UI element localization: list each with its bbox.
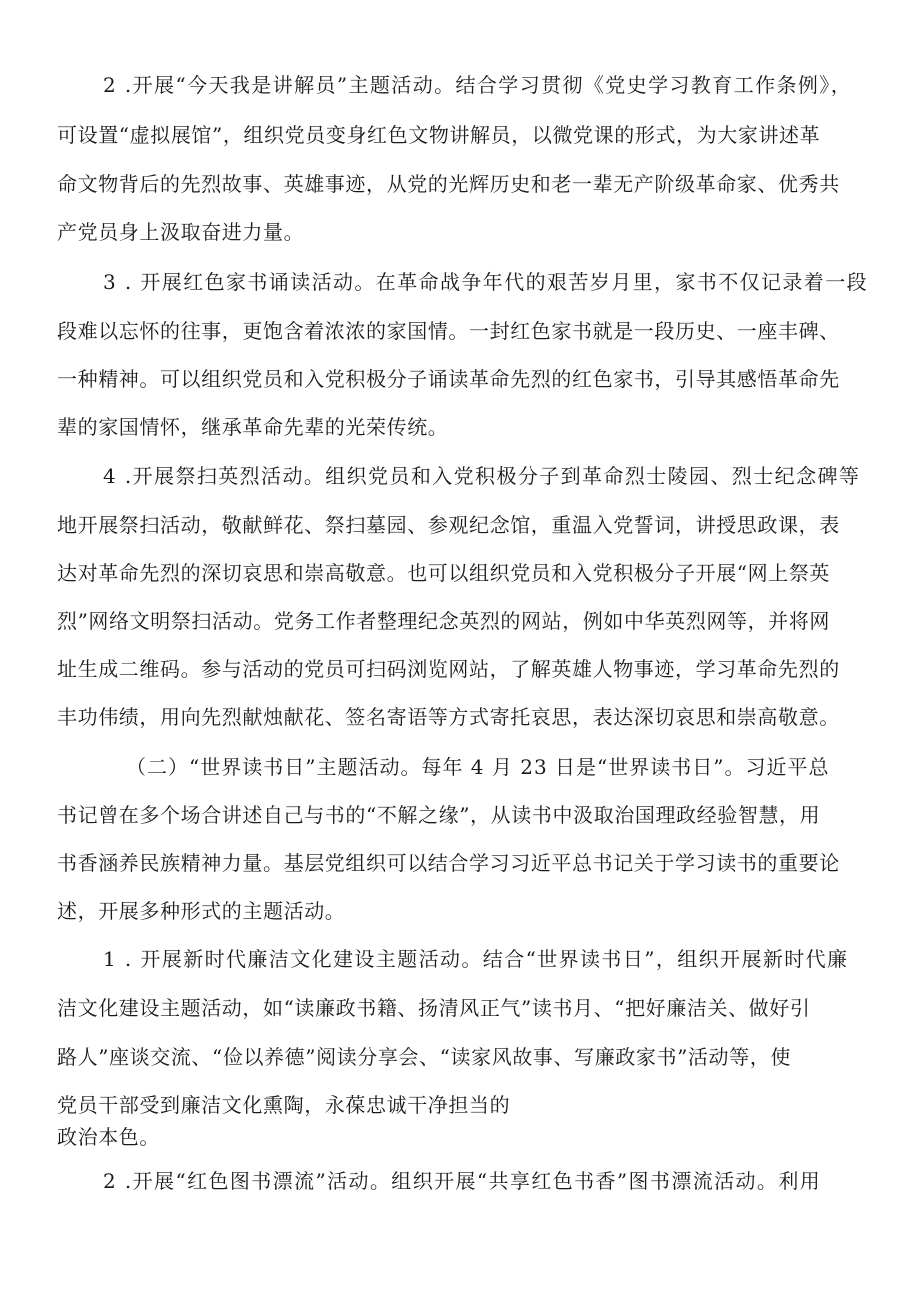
paragraph-4-line-4: 烈”网络文明祭扫活动。党务工作者整理纪念英烈的网站，例如中华英烈网等，并将网 — [57, 609, 831, 633]
paragraph-2-line-4: 产党员身上汲取奋进力量。 — [57, 220, 305, 244]
item-2-line-1: 2 .开展“红色图书漂流”活动。组织开展“共享红色书香”图书漂流活动。利用 — [103, 1169, 822, 1193]
paragraph-4-line-3: 达对革命先烈的深切哀思和崇高敬意。也可以组织党员和入党积极分子开展“网上祭英 — [57, 561, 831, 585]
paragraph-3-line-1: 3 . 开展红色家书诵读活动。在革命战争年代的艰苦岁月里，家书不仅记录着一段 — [103, 270, 868, 294]
item-1-line-3: 路人”座谈交流、“俭以养德”阅读分享会、“读家风故事、写廉政家书”活动等，使 — [57, 1045, 791, 1069]
paragraph-3-line-2: 段难以忘怀的往事，更饱含着浓浓的家国情。一封红色家书就是一段历史、一座丰碑、 — [57, 319, 840, 343]
item-1-line-1: 1 . 开展新时代廉洁文化建设主题活动。结合“世界读书日”，组织开展新时代廉 — [103, 947, 849, 971]
section-2-line-2: 书记曾在多个场合讲述自己与书的“不解之缘”，从读书中汲取治国理政经验智慧，用 — [57, 803, 821, 827]
paragraph-2-line-2: 可设置“虚拟展馆”，组织党员变身红色文物讲解员，以微党课的形式，为大家讲述革 — [57, 123, 821, 147]
paragraph-3-line-4: 辈的家国情怀，继承革命先辈的光荣传统。 — [57, 415, 449, 439]
paragraph-2-line-1: 2 .开展“今天我是讲解员”主题活动。结合学习贯彻《党史学习教育工作条例》， — [103, 73, 853, 97]
section-2-line-4: 述，开展多种形式的主题活动。 — [57, 899, 346, 923]
paragraph-2-line-3: 命文物背后的先烈故事、英雄事迹，从党的光辉历史和老一辈无产阶级革命家、优秀共 — [57, 172, 840, 196]
paragraph-4-line-2: 地开展祭扫活动，敬献鲜花、祭扫墓园、参观纪念馆，重温入党誓词，讲授思政课，表 — [57, 513, 840, 537]
paragraph-4-line-6: 丰功伟绩，用向先烈献烛献花、签名寄语等方式寄托哀思，表达深切哀思和崇高敬意。 — [57, 705, 840, 729]
paragraph-3-line-3: 一种精神。可以组织党员和入党积极分子诵读革命先烈的红色家书，引导其感悟革命先 — [57, 367, 840, 391]
paragraph-4-line-1: 4 .开展祭扫英烈活动。组织党员和入党积极分子到革命烈士陵园、烈士纪念碑等 — [103, 464, 861, 488]
item-1-line-5: 政治本色。 — [57, 1125, 160, 1149]
item-1-line-4: 党员干部受到廉洁文化熏陶，永葆忠诚干净担当的 — [57, 1093, 511, 1117]
section-2-line-3: 书香涵养民族精神力量。基层党组织可以结合学习习近平总书记关于学习读书的重要论 — [57, 851, 840, 875]
paragraph-4-line-5: 址生成二维码。参与活动的党员可扫码浏览网站，了解英雄人物事迹，学习革命先烈的 — [57, 657, 840, 681]
section-2-line-1: （二）“世界读书日”主题活动。每年 4 月 23 日是“世界读书日”。习近平总 — [126, 755, 830, 779]
item-1-line-2: 洁文化建设主题活动，如“读廉政书籍、扬清风正气”读书月、“把好廉洁关、做好引 — [57, 996, 811, 1020]
